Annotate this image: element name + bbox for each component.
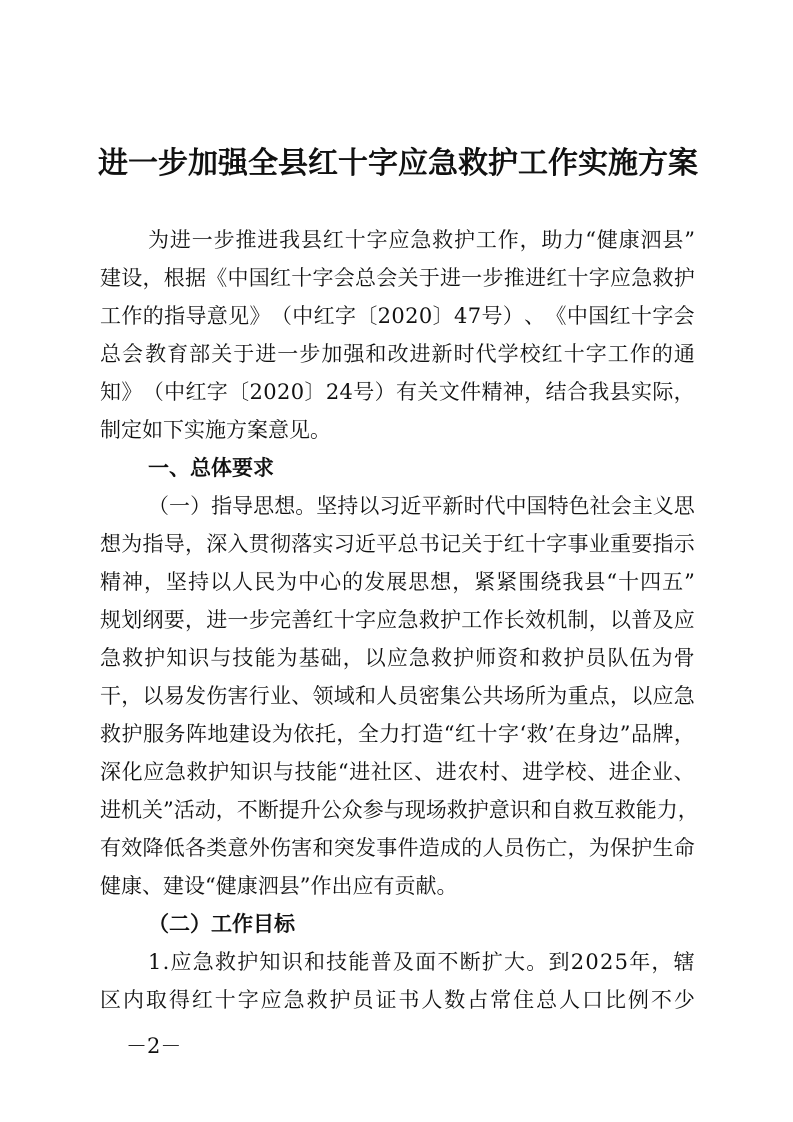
- body-line: 进 机 关 ” 活 动 ， 不 断 提 升 公 众 参 与 现 场 救 护 意 识 和 自 救 互 救 能 力 ，: [100, 798, 699, 822]
- body-line: 知 》 （ 中 红 字 〔 2 0 2 0 〕 2 4 号 ） 有 关 文 件 精 神 ， 结 合 我 县 实 际 ，: [100, 380, 695, 404]
- body-line: 想 为 指 导 ， 深 入 贯 彻 落 实 习 近 平 总 书 记 关 于 红 十 字 事 业 重 要 指 示: [100, 532, 695, 556]
- body-line: 建 设 ， 根 据 《 中 国 红 十 字 会 总 会 关 于 进 一 步 推 进 红 十 字 应 急 救 护: [100, 266, 695, 290]
- body-line: 精 神 ， 坚 持 以 人 民 为 中 心 的 发 展 思 想 ， 紧 紧 围 绕 我 县 “ 十 四 五 ”: [100, 570, 695, 594]
- section-heading: 一、总体要求: [148, 456, 274, 480]
- page-number: －2－: [126, 1034, 182, 1058]
- body-line: 制定如下实施方案意见。: [100, 418, 331, 442]
- body-line: 救 护 服 务 阵 地 建 设 为 依 托 ， 全 力 打 造 “ 红 十 字 ‘ 救 ’ 在 身 边 ” 品 牌 ，: [100, 722, 695, 746]
- body-line: 规 划 纲 要 ， 进 一 步 完 善 红 十 字 应 急 救 护 工 作 长 效 机 制 ， 以 普 及 应: [100, 608, 695, 632]
- body-line: 1 . 应 急 救 护 知 识 和 技 能 普 及 面 不 断 扩 大 。 到 2 0 2 5 年 ， 辖: [148, 950, 695, 974]
- body-line: 为 进 一 步 推 进 我 县 红 十 字 应 急 救 护 工 作 ， 助 力 “ 健 康 泗 县 ”: [148, 228, 695, 252]
- body-line: 区 内 取 得 红 十 字 应 急 救 护 员 证 书 人 数 占 常 住 总 人 口 比 例 不 少: [100, 988, 695, 1012]
- body-line: 有 效 降 低 各 类 意 外 伤 害 和 突 发 事 件 造 成 的 人 员 伤 亡 ， 为 保 护 生 命: [100, 836, 695, 860]
- body-line: 健康、建设“健康泗县”作出应有贡献。: [100, 874, 458, 898]
- body-line: （ 一 ） 指 导 思 想 。 坚 持 以 习 近 平 新 时 代 中 国 特 色 社 会 主 义 思: [148, 494, 695, 518]
- document-title: 进一步加强全县红十字应急救护工作实施方案: [98, 146, 698, 181]
- body-line: 干 ， 以 易 发 伤 害 行 业 、 领 域 和 人 员 密 集 公 共 场 所 为 重 点 ， 以 应 急: [100, 684, 695, 708]
- body-line: 急 救 护 知 识 与 技 能 为 基 础 ， 以 应 急 救 护 师 资 和 救 护 员 队 伍 为 骨: [100, 646, 695, 670]
- subsection-heading: （二）工作目标: [148, 912, 295, 936]
- body-line: 深 化 应 急 救 护 知 识 与 技 能 “ 进 社 区 、 进 农 村 、 进 学 校 、 进 企 业 、: [100, 760, 695, 784]
- body-line: 工 作 的 指 导 意 见 》 （ 中 红 字 〔 2 0 2 0 〕 4 7 号 ） 、 《 中 国 红 十 字 会: [100, 304, 695, 328]
- body-line: 总 会 教 育 部 关 于 进 一 步 加 强 和 改 进 新 时 代 学 校 红 十 字 工 作 的 通: [100, 342, 695, 366]
